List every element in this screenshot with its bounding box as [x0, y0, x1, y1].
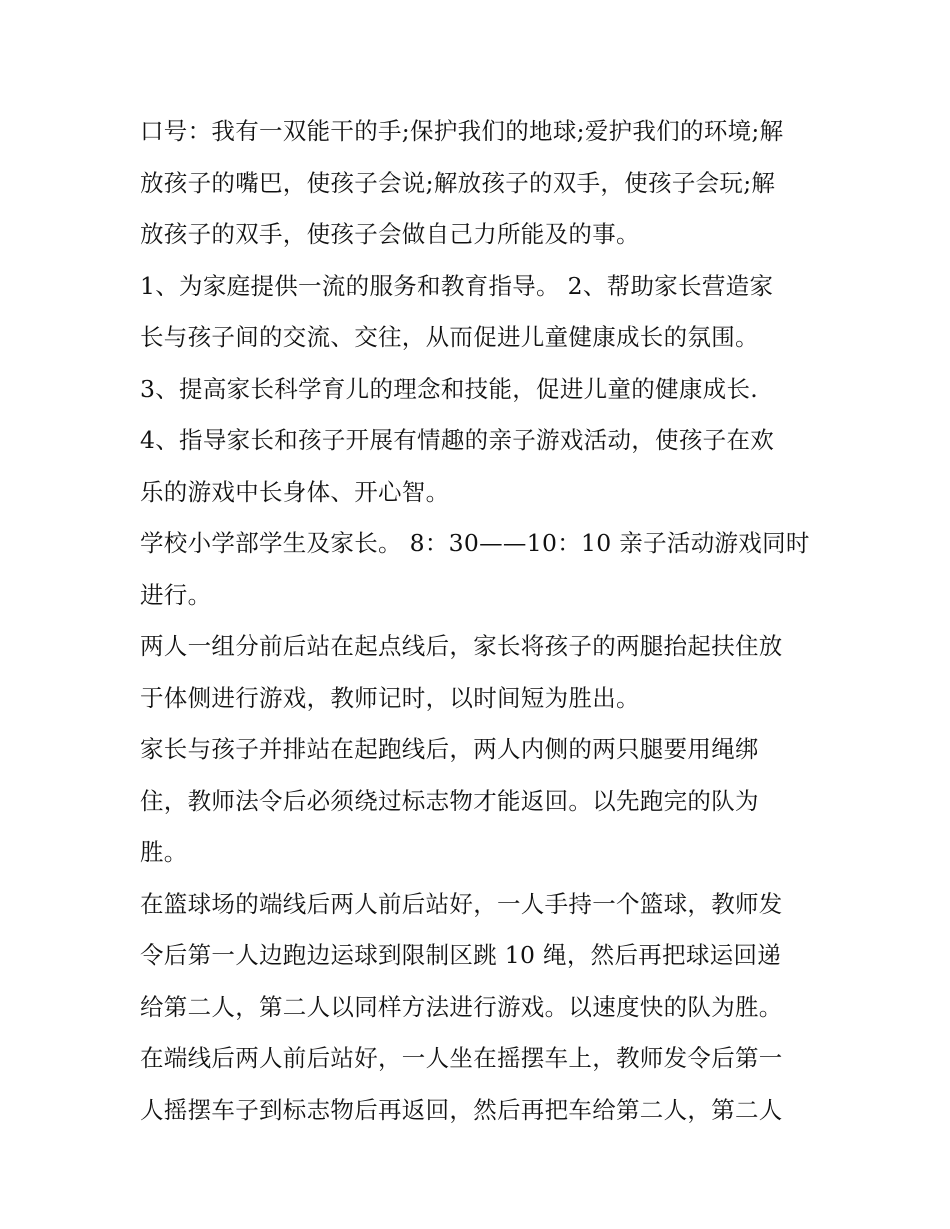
- text-line: 3、提高家长科学育儿的理念和技能，促进儿童的健康成长.: [140, 374, 759, 403]
- text-line: 1、为家庭提供一流的服务和教育指导。 2、帮助家长营造家: [140, 271, 774, 300]
- text-line: 住，教师法令后必须绕过标志物才能返回。以先跑完的队为: [140, 786, 759, 815]
- text-line: 给第二人，第二人以同样方法进行游戏。以速度快的队为胜。: [140, 992, 783, 1021]
- text-line: 令后第一人边跑边运球到限制区跳 10 绳，然后再把球运回递: [140, 941, 782, 969]
- text-line: 家长与孩子并排站在起跑线后，两人内侧的两只腿要用绳绑: [140, 735, 759, 763]
- text-line: 学校小学部学生及家长。 8：30——10：10 亲子活动游戏同时: [140, 529, 810, 557]
- text-line: 4、指导家长和孩子开展有情趣的亲子游戏活动，使孩子在欢: [140, 426, 775, 454]
- text-line: 放孩子的双手，使孩子会做自己力所能及的事。: [140, 220, 640, 248]
- text-line: 于体侧进行游戏，教师记时，以时间短为胜出。: [140, 683, 640, 712]
- text-line: 在篮球场的端线后两人前后站好，一人手持一个篮球，教师发: [140, 889, 783, 918]
- text-line: 放孩子的嘴巴，使孩子会说;解放孩子的双手，使孩子会玩;解: [140, 168, 776, 197]
- text-line: 在端线后两人前后站好，一人坐在摇摆车上，教师发令后第一: [140, 1044, 783, 1072]
- text-line: 进行。: [140, 580, 212, 609]
- text-line: 乐的游戏中长身体、开心智。: [140, 477, 450, 506]
- text-line: 长与孩子间的交流、交往，从而促进儿童健康成长的氛围。: [140, 323, 759, 351]
- text-line: 口号：我有一双能干的手;保护我们的地球;爱护我们的环境;解: [140, 117, 784, 145]
- text-line: 胜。: [140, 838, 188, 866]
- document-body: [140, 106, 820, 1136]
- text-line: 两人一组分前后站在起点线后，家长将孩子的两腿抬起扶住放: [140, 632, 783, 660]
- text-line: 人摇摆车子到标志物后再返回，然后再把车给第二人，第二人: [140, 1095, 783, 1124]
